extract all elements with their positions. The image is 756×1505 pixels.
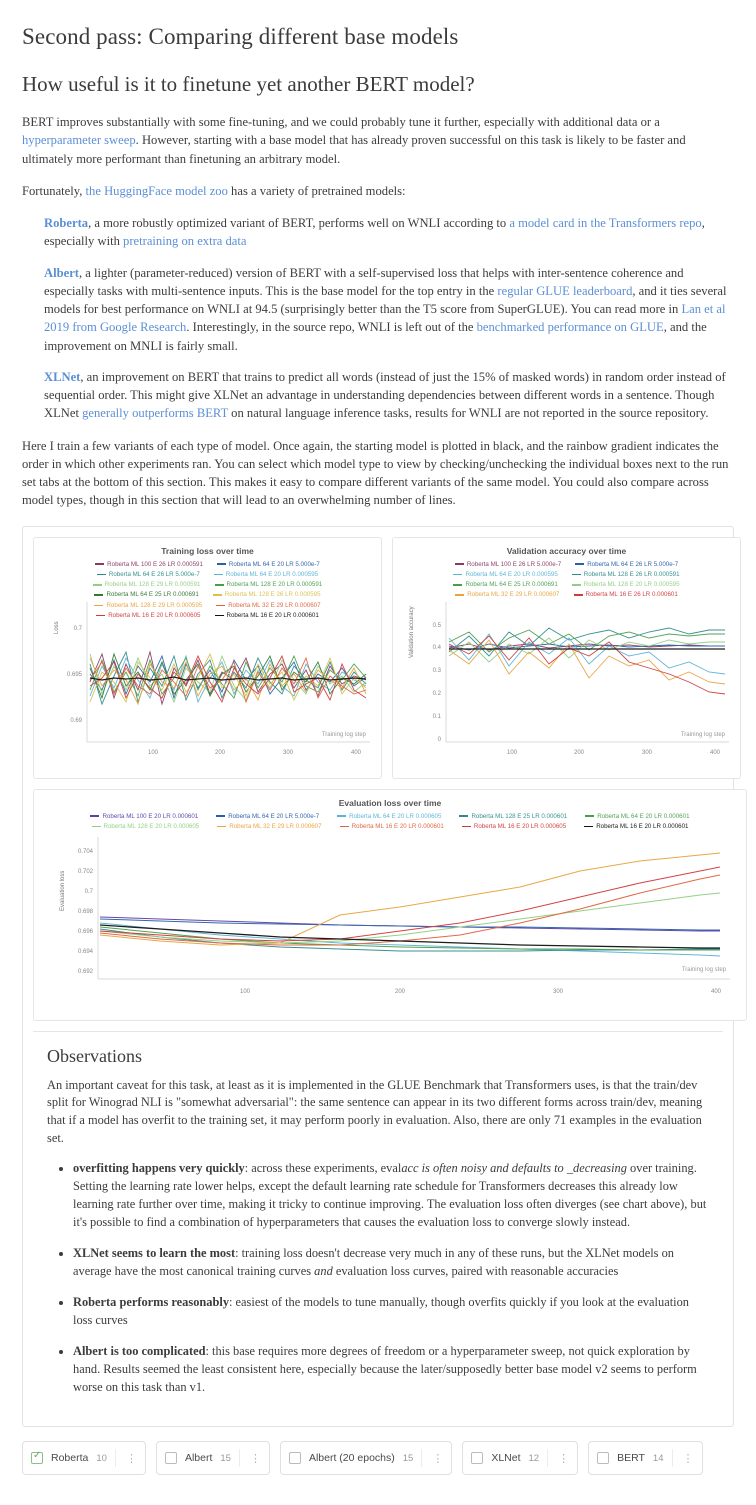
legend-swatch bbox=[215, 584, 224, 586]
legend-item[interactable] bbox=[215, 580, 323, 589]
legend-item[interactable] bbox=[217, 822, 321, 831]
legend-swatch bbox=[459, 815, 468, 817]
chart-row-top bbox=[33, 537, 723, 779]
svg-text:0.7: 0.7 bbox=[73, 625, 82, 632]
report-panel bbox=[22, 526, 734, 1428]
legend-label: Roberta ML 128 E 29 LR 0.000595 bbox=[106, 601, 203, 609]
observations-heading: Observations bbox=[47, 1045, 142, 1066]
plot-area-training-loss bbox=[40, 594, 375, 778]
model-name-xlnet: XLNet bbox=[44, 369, 81, 384]
svg-text:Training log step: Training log step bbox=[680, 731, 725, 738]
legend-label: Roberta ML 100 E 26 LR 0.000591 bbox=[107, 560, 203, 568]
legend-swatch bbox=[462, 826, 471, 828]
svg-text:100: 100 bbox=[239, 989, 251, 996]
legend-label: Roberta ML 64 E 25 LR 0.000691 bbox=[465, 581, 558, 589]
legend-item[interactable] bbox=[93, 580, 201, 589]
chart-panel-training-loss[interactable] bbox=[33, 537, 382, 779]
legend-label: Roberta ML 16 E 20 LR 0.000605 bbox=[473, 822, 567, 830]
legend-label: Roberta ML 32 E 29 LR 0.000607 bbox=[467, 591, 560, 599]
svg-text:Loss: Loss bbox=[54, 620, 60, 634]
plot-area-evaluation-loss bbox=[40, 831, 740, 1015]
runset-divider bbox=[421, 1449, 422, 1467]
legend-swatch bbox=[217, 826, 226, 828]
legend-item[interactable] bbox=[214, 570, 318, 579]
legend-label: Roberta ML 64 E 20 LR 5.000e-7 bbox=[228, 560, 320, 568]
xlnet-outperforms-link[interactable]: generally outperforms BERT bbox=[82, 406, 229, 421]
runset-label: Albert bbox=[184, 1452, 213, 1465]
runset-overflow-menu-icon[interactable]: ⋮ bbox=[682, 1452, 694, 1465]
legend-item[interactable] bbox=[585, 812, 689, 821]
legend-label: Roberta ML 128 E 29 LR 0.000591 bbox=[104, 581, 201, 589]
observations-section bbox=[33, 1031, 723, 1427]
intro-p2-text-a: Fortunately, bbox=[22, 183, 86, 198]
model-name-albert: Albert bbox=[44, 265, 79, 280]
albert-text-1: , a lighter (parameter-reduced) version of BERT with a self-supervised loss that helps with inter-sentence coherence and especially tasks with multi-sentence inputs. This is the base model for the top entry in the bbox=[44, 265, 684, 298]
runset-label: XLNet bbox=[491, 1452, 521, 1465]
svg-text:400: 400 bbox=[710, 989, 722, 996]
runset-checkbox[interactable] bbox=[471, 1452, 483, 1464]
svg-text:0.4: 0.4 bbox=[432, 644, 441, 651]
obs-3-t1: : this base requires more degrees of freedom or a hyperparameter sweep, not quick exploration by hand. Results seemed the least consistent here, especially because the later/supposedly better base model v2 seems to perform worse on this task than v1. bbox=[73, 1344, 697, 1395]
svg-text:200: 200 bbox=[394, 989, 406, 996]
legend-swatch bbox=[575, 563, 584, 565]
training-loss-svg bbox=[40, 594, 377, 774]
intro-p2-text-b: has a variety of pretrained models: bbox=[227, 183, 406, 198]
runset-label: Roberta bbox=[51, 1452, 89, 1465]
intro-paragraph-2 bbox=[22, 182, 734, 200]
legend-swatch bbox=[214, 574, 223, 576]
roberta-model-card-link[interactable]: a model card in the Transformers repo bbox=[509, 216, 702, 230]
svg-text:300: 300 bbox=[552, 989, 564, 996]
svg-text:0.698: 0.698 bbox=[77, 909, 93, 916]
legend-swatch bbox=[216, 815, 225, 817]
chart-title-evaluation-loss: Evaluation loss over time bbox=[338, 797, 442, 808]
svg-text:0.702: 0.702 bbox=[77, 869, 93, 876]
legend-item[interactable] bbox=[575, 560, 678, 569]
legend-label: Roberta ML 64 E 26 LR 5.000e-7 bbox=[108, 570, 200, 578]
svg-text:0.3: 0.3 bbox=[432, 667, 441, 674]
legend-item[interactable] bbox=[455, 560, 561, 569]
legend-label: Roberta ML 128 E 20 LR 0.000605 bbox=[103, 822, 200, 830]
svg-text:0.5: 0.5 bbox=[432, 622, 441, 629]
legend-swatch bbox=[455, 563, 464, 565]
roberta-text-2: , especially with bbox=[44, 216, 705, 249]
legend-label: Roberta ML 128 E 26 LR 0.000595 bbox=[224, 591, 321, 599]
experiment-description-paragraph: Here I train a few variants of each type of model. Once again, the starting model is plotted in black, and the rainbow gradient indicates the order in which other experiments ran. You can select which model type to view by checking/unchecking the individual boxes next to the run set tabs at the bottom of this section. This makes it easy to compare different variants of the same model. You could also compare across model types, though in this section that will lead to an overwhelming number of lines. bbox=[22, 438, 729, 508]
legend-item[interactable] bbox=[216, 812, 319, 821]
legend-label: Roberta ML 64 E 20 LR 5.000e-7 bbox=[228, 812, 320, 820]
runset-count: 14 bbox=[652, 1452, 664, 1464]
legend-item[interactable] bbox=[572, 580, 680, 589]
legend-swatch bbox=[453, 574, 462, 576]
model-zoo-link[interactable]: the HuggingFace model zoo bbox=[85, 183, 228, 198]
legend-label: Roberta ML 100 E 26 LR 5.000e-7 bbox=[466, 560, 562, 568]
list-item-roberta bbox=[44, 214, 734, 251]
svg-text:300: 300 bbox=[641, 749, 653, 756]
obs-0-italic: acc is often noisy and defaults to _decreasing bbox=[401, 1161, 627, 1176]
albert-text-2: , and it ties several models for best performance on WNLI at 94.5 (surprisingly better than the T5 score from SuperGLUE). You can read more in bbox=[44, 283, 727, 316]
legend-label: Roberta ML 16 E 26 LR 0.000601 bbox=[585, 591, 678, 599]
legend-item[interactable] bbox=[453, 580, 557, 589]
list-item-xlnet-learns bbox=[73, 1245, 709, 1281]
benchmarked-performance-link[interactable]: benchmarked performance on GLUE bbox=[476, 320, 664, 335]
obs-3-bold: Albert is too complicated bbox=[73, 1344, 206, 1359]
legend-label: Roberta ML 32 E 29 LR 0.000607 bbox=[228, 601, 321, 609]
legend-swatch bbox=[93, 584, 102, 586]
svg-text:0.695: 0.695 bbox=[66, 671, 82, 678]
obs-2-bold: Roberta performs reasonably bbox=[73, 1295, 230, 1310]
observations-intro: An important caveat for this task, at least as it is implemented in the GLUE Benchmark that Transformers uses, is that the train/dev split for Winograd NLI is "somewhat adversarial": the same sentence can appear in its two different forms across train/dev, meaning that if a model has overfit to the training set, it may perform poorly in evaluation. Also, there are only 71 examples in the evaluation set. bbox=[47, 1077, 703, 1146]
legend-label: Roberta ML 16 E 20 LR 0.000601 bbox=[226, 611, 319, 619]
legend-label: Roberta ML 16 E 20 LR 0.000601 bbox=[596, 822, 689, 830]
evaluation-loss-svg bbox=[40, 831, 740, 1011]
legend-label: Roberta ML 32 E 29 LR 0.000607 bbox=[229, 822, 322, 830]
obs-0-bold: overfitting happens very quickly bbox=[73, 1161, 245, 1176]
legend-swatch bbox=[337, 815, 346, 817]
legend-item[interactable] bbox=[340, 822, 444, 831]
legend-item[interactable] bbox=[217, 560, 320, 569]
xlnet-text-1: , an improvement on BERT that trains to predict all words (instead of just the 15% of masked words) in random order instead of sequential order. This might give XLNet an advantage in understanding dependencies between different words in a sentence. Though XLNet bbox=[44, 369, 726, 421]
legend-label: Roberta ML 64 E 20 LR 0.000605 bbox=[349, 812, 442, 820]
runset-tab-xlnet[interactable] bbox=[462, 1441, 578, 1475]
list-item-overfitting bbox=[73, 1160, 709, 1232]
legend-label: Roberta ML 64 E 25 LR 0.000691 bbox=[106, 591, 199, 599]
runset-checkbox[interactable] bbox=[597, 1452, 609, 1464]
svg-text:Training log step: Training log step bbox=[681, 967, 726, 974]
svg-text:400: 400 bbox=[709, 749, 721, 756]
svg-text:0.692: 0.692 bbox=[77, 969, 93, 976]
svg-text:200: 200 bbox=[214, 749, 226, 756]
svg-text:100: 100 bbox=[147, 749, 159, 756]
svg-text:0.694: 0.694 bbox=[77, 949, 93, 956]
hyperparameter-sweep-link[interactable]: hyperparameter sweep bbox=[22, 133, 136, 148]
svg-text:100: 100 bbox=[506, 749, 518, 756]
legend-label: Roberta ML 64 E 26 LR 5.000e-7 bbox=[587, 560, 679, 568]
legend-swatch bbox=[453, 584, 462, 586]
albert-text-4: , and the improvement on MNLI is fairly small. bbox=[44, 320, 707, 353]
legend-label: Roberta ML 64 E 20 LR 0.000601 bbox=[597, 812, 690, 820]
legend-swatch bbox=[572, 584, 581, 586]
legend-swatch bbox=[95, 563, 104, 565]
obs-0-t1: : across these experiments, eval bbox=[244, 1161, 402, 1176]
runset-tabs bbox=[22, 1427, 734, 1493]
validation-accuracy-svg bbox=[399, 594, 736, 774]
intro-p1-text-b: . However, starting with a base model that has already proven successful on this task is likely to be faster and ultimately more performant than finetuning an arbitrary model. bbox=[22, 133, 686, 166]
svg-text:0.2: 0.2 bbox=[432, 690, 441, 697]
obs-1-t1: : training loss doesn't decrease very much in any of these runs, but the XLNet models on average have the most canonical training curves bbox=[73, 1246, 674, 1279]
glue-leaderboard-link[interactable]: regular GLUE leaderboard bbox=[497, 283, 633, 298]
runset-overflow-menu-icon[interactable]: ⋮ bbox=[125, 1452, 137, 1465]
runset-count: 10 bbox=[96, 1452, 107, 1464]
plot-area-validation-accuracy bbox=[399, 594, 734, 778]
runset-checkbox[interactable] bbox=[165, 1452, 177, 1464]
chart-legend-evaluation-loss[interactable] bbox=[40, 812, 740, 832]
legend-swatch bbox=[97, 574, 106, 576]
svg-text:200: 200 bbox=[573, 749, 585, 756]
svg-text:400: 400 bbox=[350, 749, 362, 756]
obs-1-bold: XLNet seems to learn the most bbox=[73, 1246, 236, 1261]
obs-0-t2: over training. Setting the learning rate lower helps, except the default learning rate schedule for Transformers decreases this already low learning rate further over time, making it tricky to continue improving. The evaluation loss often diverges (see chart above), but it's possible to find a combination of hyperparameters that causes the evaluation loss to converge slowly instead. bbox=[73, 1161, 707, 1230]
runset-divider bbox=[239, 1449, 240, 1467]
page-title: Second pass: Comparing different base models bbox=[22, 24, 459, 49]
legend-label: Roberta ML 16 E 20 LR 0.000605 bbox=[108, 611, 201, 619]
runset-tab-bert[interactable] bbox=[588, 1441, 702, 1475]
legend-swatch bbox=[584, 826, 593, 828]
runset-overflow-menu-icon[interactable]: ⋮ bbox=[249, 1452, 261, 1465]
model-list bbox=[22, 214, 734, 423]
svg-text:0.696: 0.696 bbox=[77, 929, 93, 936]
intro-p1-text-a: BERT improves substantially with some fine-tuning, and we could probably tune it further, especially with additional data or a bbox=[22, 115, 660, 129]
legend-label: Roberta ML 64 E 20 LR 0.000595 bbox=[465, 570, 558, 578]
svg-text:Validation accuracy: Validation accuracy bbox=[409, 605, 415, 658]
svg-text:0.7: 0.7 bbox=[84, 889, 93, 896]
runset-tab-albert[interactable] bbox=[156, 1441, 270, 1475]
legend-item[interactable] bbox=[337, 812, 441, 821]
question-heading: How useful is it to finetune yet another BERT model? bbox=[22, 72, 475, 96]
legend-item[interactable] bbox=[462, 822, 566, 831]
observations-list bbox=[47, 1160, 709, 1397]
runset-count: 12 bbox=[528, 1452, 540, 1464]
legend-label: Roberta ML 16 E 20 LR 0.000601 bbox=[351, 822, 444, 830]
list-item-xlnet bbox=[44, 368, 734, 423]
svg-text:Training log step: Training log step bbox=[321, 731, 366, 738]
model-name-roberta: Roberta bbox=[44, 216, 89, 230]
legend-item[interactable] bbox=[453, 570, 557, 579]
legend-swatch bbox=[340, 826, 349, 828]
runset-count: 15 bbox=[220, 1452, 231, 1464]
roberta-text-1: , a more robustly optimized variant of BERT, performs well on WNLI according to bbox=[88, 216, 510, 230]
roberta-pretraining-link[interactable]: pretraining on extra data bbox=[123, 234, 247, 249]
legend-swatch bbox=[572, 574, 581, 576]
legend-item[interactable] bbox=[459, 812, 567, 821]
chart-panel-evaluation-loss[interactable] bbox=[33, 789, 747, 1021]
list-item-albert bbox=[44, 264, 734, 355]
legend-label: Roberta ML 100 E 20 LR 0.000601 bbox=[102, 812, 199, 820]
list-item-albert-complicated bbox=[73, 1343, 709, 1397]
runset-label: Albert (20 epochs) bbox=[308, 1452, 395, 1465]
legend-label: Roberta ML 128 E 20 LR 0.000595 bbox=[583, 581, 680, 589]
runset-tab-roberta[interactable] bbox=[22, 1441, 146, 1475]
legend-item[interactable] bbox=[90, 812, 198, 821]
legend-swatch bbox=[90, 815, 99, 817]
chart-legend-validation-accuracy[interactable] bbox=[399, 560, 734, 599]
obs-2-t1: : easiest of the models to tune manually, though overfits quickly if you look at the evaluation loss curves bbox=[73, 1295, 689, 1328]
legend-item[interactable] bbox=[584, 822, 688, 831]
runset-divider bbox=[547, 1449, 548, 1467]
chart-panel-validation-accuracy[interactable] bbox=[392, 537, 741, 779]
runset-checkbox[interactable] bbox=[289, 1452, 301, 1464]
runset-checkbox[interactable] bbox=[31, 1452, 43, 1464]
obs-1-italic: and bbox=[314, 1264, 333, 1279]
chart-title-validation-accuracy: Validation accuracy over time bbox=[506, 545, 627, 556]
legend-item[interactable] bbox=[92, 822, 200, 831]
legend-label: Roberta ML 64 E 20 LR 0.000595 bbox=[225, 570, 319, 578]
svg-text:0.704: 0.704 bbox=[77, 849, 93, 856]
xlnet-text-2: on natural language inference tasks, results for WNLI are not reported in the source repository. bbox=[228, 406, 709, 421]
intro-paragraph-1 bbox=[22, 113, 734, 168]
legend-item[interactable] bbox=[572, 570, 680, 579]
chart-title-training-loss: Training loss over time bbox=[161, 545, 254, 556]
runset-divider bbox=[672, 1449, 673, 1467]
chart-legend-training-loss[interactable] bbox=[40, 560, 375, 619]
runset-label: BERT bbox=[617, 1452, 645, 1465]
runset-overflow-menu-icon[interactable]: ⋮ bbox=[558, 1452, 570, 1465]
runset-count: 15 bbox=[402, 1452, 414, 1464]
svg-text:Evaluation loss: Evaluation loss bbox=[60, 870, 66, 912]
legend-item[interactable] bbox=[97, 570, 200, 579]
runset-divider bbox=[115, 1449, 116, 1467]
lan-et-al-link[interactable]: Lan et al 2019 from Google Research bbox=[44, 302, 726, 335]
svg-text:0.69: 0.69 bbox=[70, 717, 82, 724]
svg-text:0.1: 0.1 bbox=[432, 713, 441, 720]
albert-text-3: . Interestingly, in the source repo, WNLI is left out of the bbox=[186, 320, 477, 335]
svg-text:0: 0 bbox=[437, 736, 441, 743]
runset-overflow-menu-icon[interactable]: ⋮ bbox=[432, 1452, 444, 1465]
legend-swatch bbox=[585, 815, 594, 817]
svg-text:300: 300 bbox=[282, 749, 294, 756]
legend-label: Roberta ML 128 E 26 LR 0.000591 bbox=[583, 570, 680, 578]
legend-item[interactable] bbox=[95, 560, 203, 569]
runset-tab-albert-20-epochs[interactable] bbox=[280, 1441, 452, 1475]
list-item-roberta-reasonable bbox=[73, 1294, 709, 1330]
legend-swatch bbox=[217, 563, 226, 565]
legend-label: Roberta ML 128 E 20 LR 0.000591 bbox=[226, 581, 323, 589]
legend-swatch bbox=[92, 826, 101, 828]
legend-label: Roberta ML 128 E 25 LR 0.000601 bbox=[471, 812, 568, 820]
obs-1-t2: evaluation loss curves, paired with reasonable accuracies bbox=[332, 1264, 619, 1279]
